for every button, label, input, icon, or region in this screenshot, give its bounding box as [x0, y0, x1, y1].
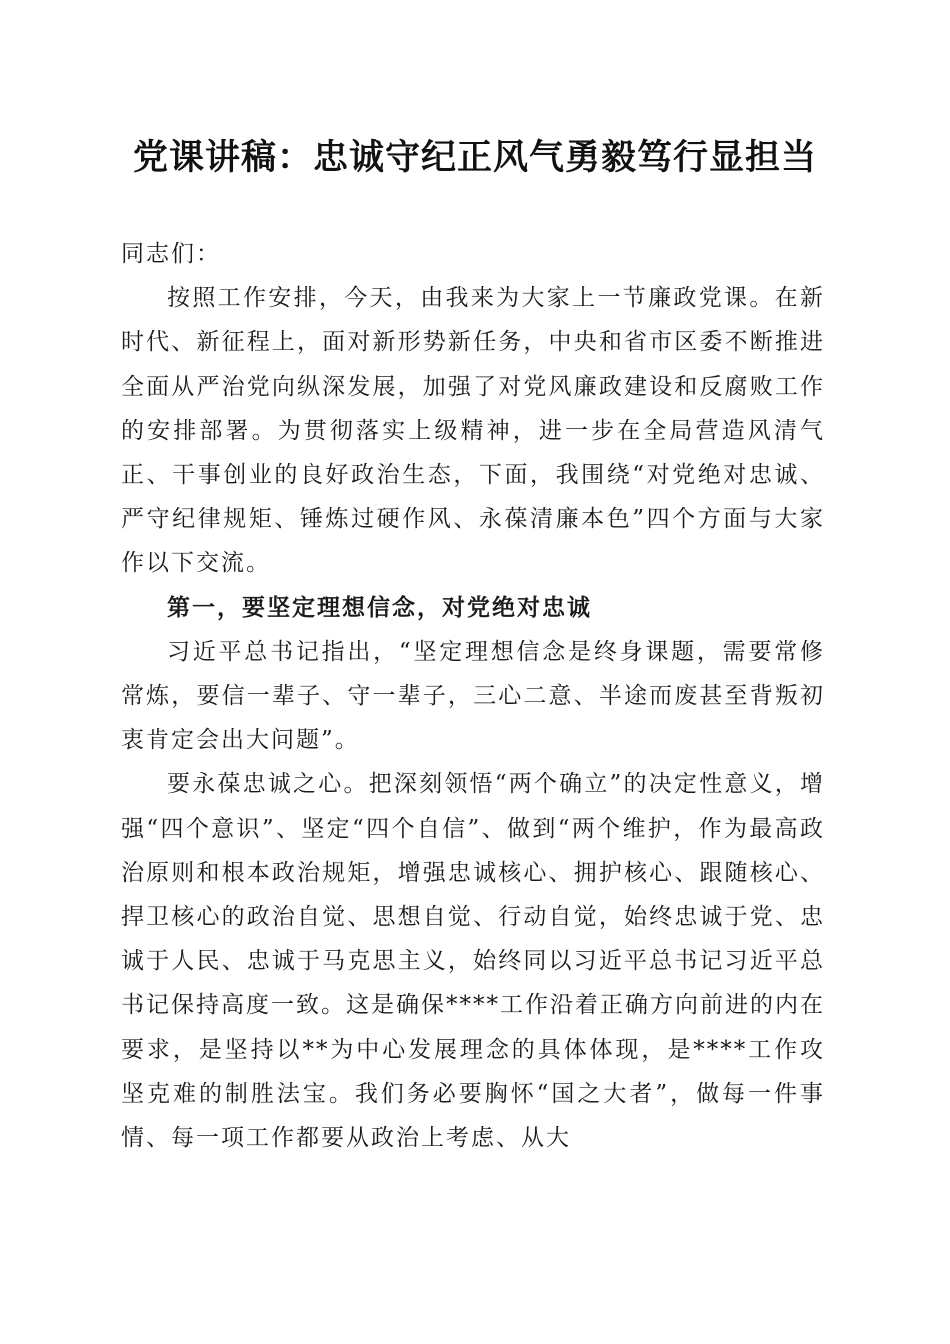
paragraph-loyalty: 要永葆忠诚之心。把深刻领悟“两个确立”的决定性意义，增强“四个意识”、坚定“四个自信”、做到“两个维护，作为最高政治原则和根本政治规矩，增强忠诚核心、拥护核心、跟随核心、捍卫核心的政治自觉、思想自觉、行动自觉，始终忠诚于党、忠诚于人民、忠诚于马克思主义，始终同以习近平总书记习近平总书记保持高度一致。这是确保****工作沿着正确方向前进的内在要求，是坚持以**为中心发展理念的具体体现，是****工作攻坚克难的制胜法宝。我们务必要胸怀“国之大者”，做每一件事情、每一项工作都要从政治上考虑、从大 [121, 771, 825, 1152]
document-body [121, 232, 825, 1160]
section-heading-1: 第一，要坚定理想信念，对党绝对忠诚 [167, 593, 592, 621]
paragraph-intro: 按照工作安排，今天，由我来为大家上一节廉政党课。在新时代、新征程上，面对新形势新任务，中央和省市区委不断推进全面从严治党向纵深发展，加强了对党风廉政建设和反腐败工作的安排部署。为贯彻落实上级精神，进一步在全局营造风清气正、干事创业的良好政治生态，下面，我围绕“对党绝对忠诚、严守纪律规矩、锤炼过硬作风、永葆清廉本色”四个方面与大家作以下交流。 [121, 285, 825, 577]
salutation: 同志们： [121, 241, 221, 267]
document-title: 党课讲稿：忠诚守纪正风气勇毅笃行显担当 [132, 137, 817, 178]
paragraph-quote: 习近平总书记指出，“坚定理想信念是终身课题，需要常修常炼，要信一辈子、守一辈子，三心二意、半途而废甚至背叛初衷肯定会出大问题”。 [121, 638, 825, 754]
